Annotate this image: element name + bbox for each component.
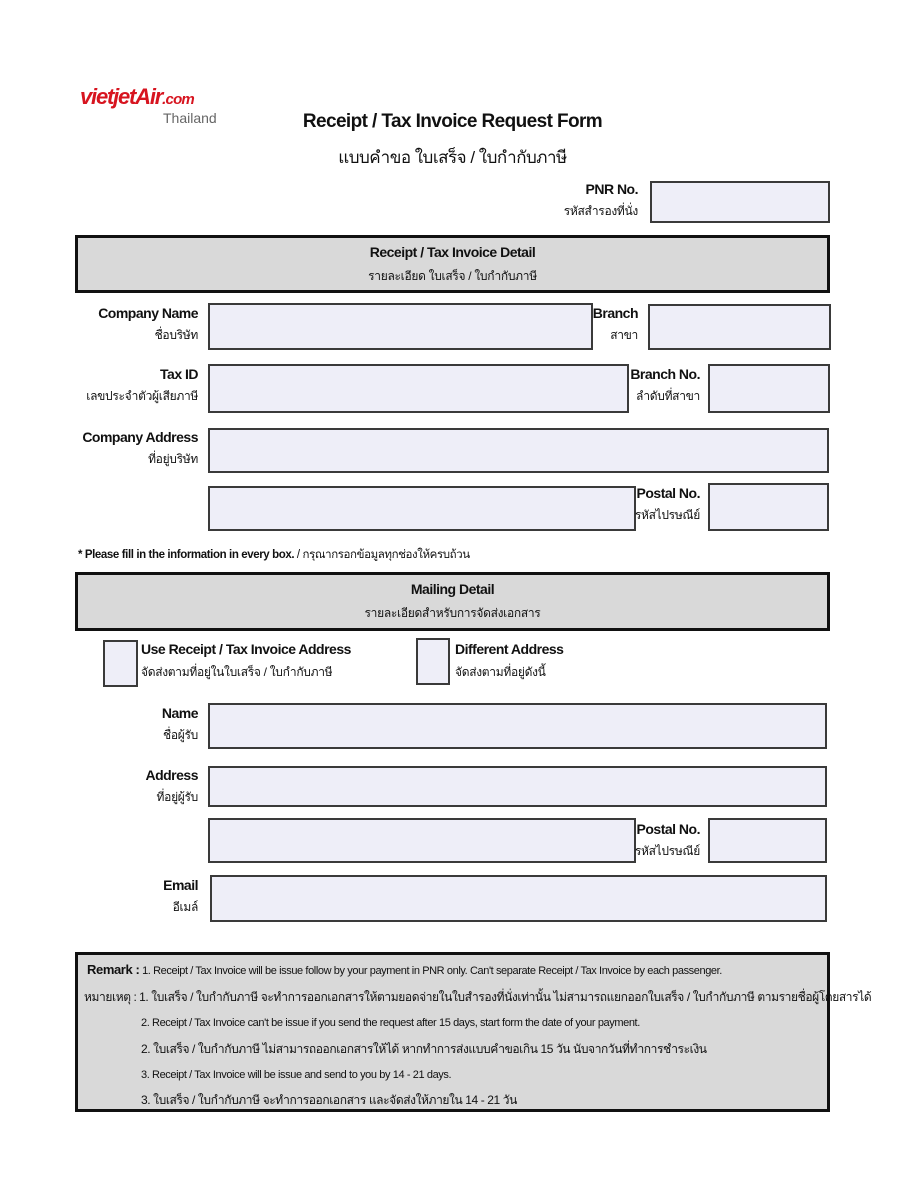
- label-en: Tax ID: [160, 366, 198, 382]
- logo-brand: vietjetAir: [80, 84, 163, 109]
- section-title: Mailing Detail: [410, 581, 495, 597]
- branch-input[interactable]: [648, 304, 831, 350]
- page-title: Receipt / Tax Invoice Request Form: [302, 111, 603, 132]
- remark-text: 1. ใบเสร็จ / ใบกำกับภาษี จะทำการออกเอกสารให้ตามยอดจ่ายในใบสำรองที่นั่งเท่านั้น ไม่สามารถแยกออกใบเสร็จ / ใบกำกับภาษี ตามรายชื่อผู้โดยสารได้: [139, 990, 872, 1004]
- pnr-label-th: รหัสสำรองที่นั่ง: [563, 204, 638, 218]
- recipient-address-label: [145, 768, 198, 803]
- company-name-input[interactable]: [208, 303, 593, 350]
- company-name-label: [98, 306, 198, 341]
- label-en: Address: [145, 767, 198, 783]
- label-th: ที่อยู่ผู้รับ: [156, 790, 198, 804]
- email-input[interactable]: [210, 875, 827, 922]
- label-th: สาขา: [610, 328, 638, 342]
- remark-line-1-en: [87, 962, 722, 977]
- postal-no-label: [635, 486, 700, 521]
- label-en: Branch No.: [630, 366, 700, 382]
- tax-id-input[interactable]: [208, 364, 629, 413]
- remark-line-2-th: 2. ใบเสร็จ / ใบกำกับภาษี ไม่สามารถออกเอกสารให้ได้ หากทำการส่งแบบคำขอเกิน 15 วัน นับจากวันที่ทำการชำระเงิน: [141, 1042, 707, 1056]
- tax-id-label: [86, 367, 198, 402]
- remark-line-3-en: 3. Receipt / Tax Invoice will be issue and send to you by 14 - 21 days.: [141, 1069, 452, 1081]
- branch-label: [593, 306, 638, 341]
- remark-line-3-th: 3. ใบเสร็จ / ใบกำกับภาษี จะทำการออกเอกสาร และจัดส่งให้ภายใน 14 - 21 วัน: [141, 1093, 517, 1107]
- recipient-name-input[interactable]: [208, 703, 827, 749]
- pnr-label-en: PNR No.: [585, 181, 638, 197]
- branch-no-input[interactable]: [708, 364, 830, 413]
- label-th: รหัสไปรษณีย์: [634, 508, 700, 522]
- pnr-label: [564, 182, 638, 217]
- remark-box: [75, 952, 872, 1112]
- section-title-th: รายละเอียด ใบเสร็จ / ใบกำกับภาษี: [368, 269, 537, 283]
- label-th: รหัสไปรษณีย์: [634, 844, 700, 858]
- label-th: ที่อยู่บริษัท: [148, 452, 198, 466]
- label-en: Postal No.: [636, 485, 700, 501]
- recipient-address-input-2[interactable]: [208, 818, 636, 863]
- logo-region: Thailand: [163, 110, 217, 126]
- label-en: Different Address: [455, 641, 564, 657]
- recipient-name-label: [162, 706, 198, 741]
- label-en: Branch: [592, 305, 638, 321]
- pnr-input[interactable]: [650, 181, 830, 223]
- note-en: * Please fill in the information in every box.: [78, 549, 295, 561]
- company-address-label: [82, 430, 198, 465]
- receipt-detail-header: [75, 235, 830, 293]
- section-title-th: รายละเอียดสำหรับการจัดส่งเอกสาร: [364, 606, 541, 620]
- label-th: ลำดับที่สาขา: [635, 389, 700, 403]
- label-th: เลขประจำตัวผู้เสียภาษี: [86, 389, 198, 403]
- use-receipt-address-label: [141, 642, 351, 678]
- postal-no-input[interactable]: [708, 483, 829, 531]
- use-receipt-address-checkbox[interactable]: [103, 640, 138, 687]
- company-address-input-1[interactable]: [208, 428, 829, 473]
- logo-domain: .com: [162, 91, 194, 108]
- different-address-checkbox[interactable]: [416, 638, 450, 685]
- label-en: Email: [163, 877, 198, 893]
- label-en: Company Address: [82, 429, 198, 445]
- label-th: จัดส่งตามที่อยู่ดังนี้: [455, 665, 546, 679]
- mailing-postal-no-label: [635, 822, 700, 857]
- different-address-label: [455, 642, 563, 678]
- label-en: Postal No.: [636, 821, 700, 837]
- remark-label-th: หมายเหตุ :: [84, 990, 137, 1004]
- remark-line-1-th: [84, 988, 871, 1007]
- company-address-input-2[interactable]: [208, 486, 636, 531]
- section-title: Receipt / Tax Invoice Detail: [369, 244, 536, 260]
- note-th: / กรุณากรอกข้อมูลทุกช่องให้ครบถ้วน: [294, 549, 470, 561]
- label-en: Name: [161, 705, 198, 721]
- page-subtitle: แบบคำขอ ใบเสร็จ / ใบกำกับภาษี: [338, 148, 567, 167]
- mailing-detail-header: [75, 572, 830, 631]
- label-en: Use Receipt / Tax Invoice Address: [141, 641, 351, 657]
- label-th: ชื่อผู้รับ: [163, 728, 198, 742]
- email-label: [163, 878, 198, 913]
- recipient-address-input-1[interactable]: [208, 766, 827, 807]
- label-th: อีเมล์: [172, 900, 198, 914]
- fill-all-note: [78, 546, 470, 564]
- remark-line-2-en: 2. Receipt / Tax Invoice can't be issue if you send the request after 15 days, start form the date of your payment.: [141, 1017, 640, 1029]
- branch-no-label: [630, 367, 700, 402]
- vietjet-logo: [80, 84, 194, 110]
- label-en: Company Name: [98, 305, 198, 321]
- remark-text: 1. Receipt / Tax Invoice will be issue follow by your payment in PNR only. Can't separate Receipt / Tax Invoice by each passenger.: [142, 965, 722, 977]
- label-th: จัดส่งตามที่อยู่ในใบเสร็จ / ใบกำกับภาษี: [141, 665, 333, 679]
- remark-label: Remark :: [87, 962, 140, 977]
- label-th: ชื่อบริษัท: [154, 328, 198, 342]
- mailing-postal-no-input[interactable]: [708, 818, 827, 863]
